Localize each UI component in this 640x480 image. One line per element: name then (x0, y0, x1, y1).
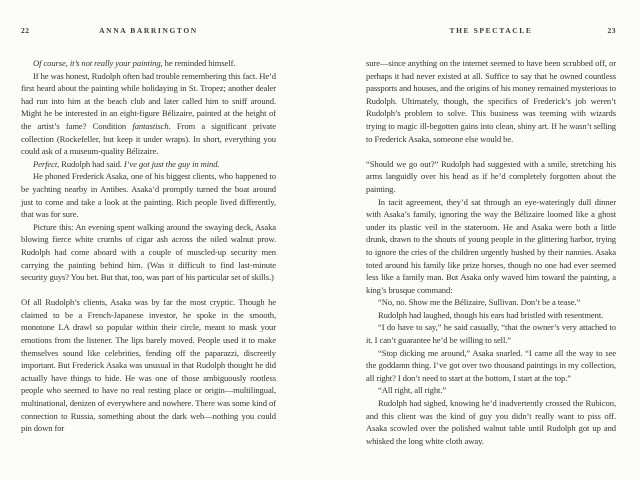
text-run: “All right, all right.” (378, 385, 447, 396)
text-run: he reminded himself. (162, 58, 236, 68)
paragraph (21, 170, 276, 220)
paragraph (21, 221, 276, 284)
italic-text-run: fantastisch (132, 120, 169, 131)
paragraph (366, 57, 616, 145)
text-run: Rudolph had sighed, knowing he’d inadvertently crossed the Rubicon, and this client was the kind of guy you didn’t really want to piss off. Asaka scowled over the polished walnut table until Rudolph got up and whisked the long white cloth away. (366, 398, 616, 446)
book-page-right (320, 0, 640, 480)
paragraph (21, 70, 276, 158)
text-run: He phoned Frederick Asaka, one of his biggest clients, who happened to be yachting nearby in Antibes. Asaka’d promptly turned the boat around just to come and take a look at the painting. Rich people lived differently, that was for sure. (21, 171, 276, 220)
italic-text-run: I’ve got just the guy in mind. (123, 158, 220, 169)
text-run: Rudolph had said. (59, 158, 124, 169)
text-run: If he was honest, Rudolph often had trouble remembering this fact. He’d first heard about the painting while holidaying in St. Tropez; another dealer had run into him at the beach club and later called him to sniff around. Might he be interested in an eight-figure Bélizaire, painted at the height of the artist’s fame? Condition (21, 70, 276, 131)
running-head-right (366, 26, 616, 35)
text-run: Of all Rudolph’s clients, Asaka was by far the most cryptic. Though he claimed to be a French-Japanese investor, he spoke in the smooth, monotone LA drawl so popular within their circle, meant to mask your emotions from the listener. The lips barely moved. People used it to make themselves sound like celebrities, fending off the paparazzi, discreetly important. But Frederick Asaka was unusual in that Rudolph thought he did actually have things to hide. He was one of those ambiguously rootless people who seemed to have no real resting place or origin—multilingual, multinational, denizen of everywhere and nowhere. There was some kind of connection to Russia, something about the dark web—nothing you could pin down for (21, 297, 276, 434)
paragraph (366, 321, 616, 346)
paragraph (21, 57, 276, 70)
text-run: “No, no. Show me the Bélizaire, Sullivan. Don’t be a tease.” (378, 297, 581, 308)
running-head-left (21, 26, 276, 35)
paragraph (366, 384, 616, 397)
paragraph (366, 196, 616, 297)
page-text-left (21, 57, 276, 435)
text-run: Picture this: An evening spent walking around the swaying deck, Asaka blowing fierce white crumbs of cigar ash across the oiled walnut prow. Rudolph had come aboard with a couple of muscled-up security men carrying the painting behind him. (Was it difficult to find last-minute security guys? You bet. But that, too, was part of his particular set of skills.) (21, 221, 276, 283)
paragraph (21, 158, 276, 171)
paragraph (366, 347, 616, 385)
paragraph (366, 309, 616, 322)
running-header-author: ANNA BARRINGTON (99, 26, 198, 35)
text-run: Rudolph had laughed, though his ears had bristled with resentment. (378, 309, 604, 320)
paragraph (366, 158, 616, 196)
page-text-right (366, 57, 616, 447)
paragraph (21, 296, 276, 435)
page-number-left: 22 (21, 26, 30, 35)
italic-text-run: Perfect, (33, 158, 60, 169)
text-run: sure—since anything on the internet seemed to have been scrubbed off, or perhaps it had never existed at all. Suffice to say that he owned countless passports and houses, and the origins of his money remained mysterious to Rudolph. Ultimately, though, the specifics of Frederick’s job weren’t Rudolph’s problem to solve. This business was teeming with wizards trying to magic ill-begotten gains into clean, shiny art. If he wasn’t selling to Frederick Asaka, someone else would be. (366, 58, 616, 144)
text-run: “Should we go out?” Rudolph had suggested with a smile, stretching his arms languidly over his head as if he’d completely forgotten about the painting. (366, 158, 616, 194)
text-run: “I do have to say,” he said casually, “that the owner’s very attached to it. I can’t guarantee he’d be willing to sell.” (366, 322, 616, 346)
paragraph (366, 296, 616, 309)
text-run: “Stop dicking me around,” Asaka snarled. “I came all the way to see the goddamn thing. I’ve got over two thousand paintings in my collection, all right? I don’t need to start at the bottom, I start at the top.” (366, 347, 616, 383)
paragraph (366, 397, 616, 447)
text-run: . From a significant private collection (Rockefeller, but keep it under wraps). In short, everything you could ask of a museum-quality Bélizaire. (21, 120, 276, 157)
page-number-right: 23 (607, 26, 616, 35)
text-run: In tacit agreement, they’d sat through an eye-wateringly dull dinner with Asaka’s family, ignoring the way the Bélizaire loomed like a ghost under its plastic veil in the stateroom. He and Asaka were both a little drunk, drawn to the shouts of young people in the glittering harbor, trying to ignore the cries of the children urgently hushed by their nannies. Asaka toted around his family like prize horses, though no one had ever seemed less like a family man. But Asaka only waved him toward the painting, a king’s brusque command: (366, 196, 616, 295)
running-header-book-title: THE SPECTACLE (449, 26, 533, 35)
italic-text-run: Of course, it’s not really your painting, (33, 58, 163, 68)
